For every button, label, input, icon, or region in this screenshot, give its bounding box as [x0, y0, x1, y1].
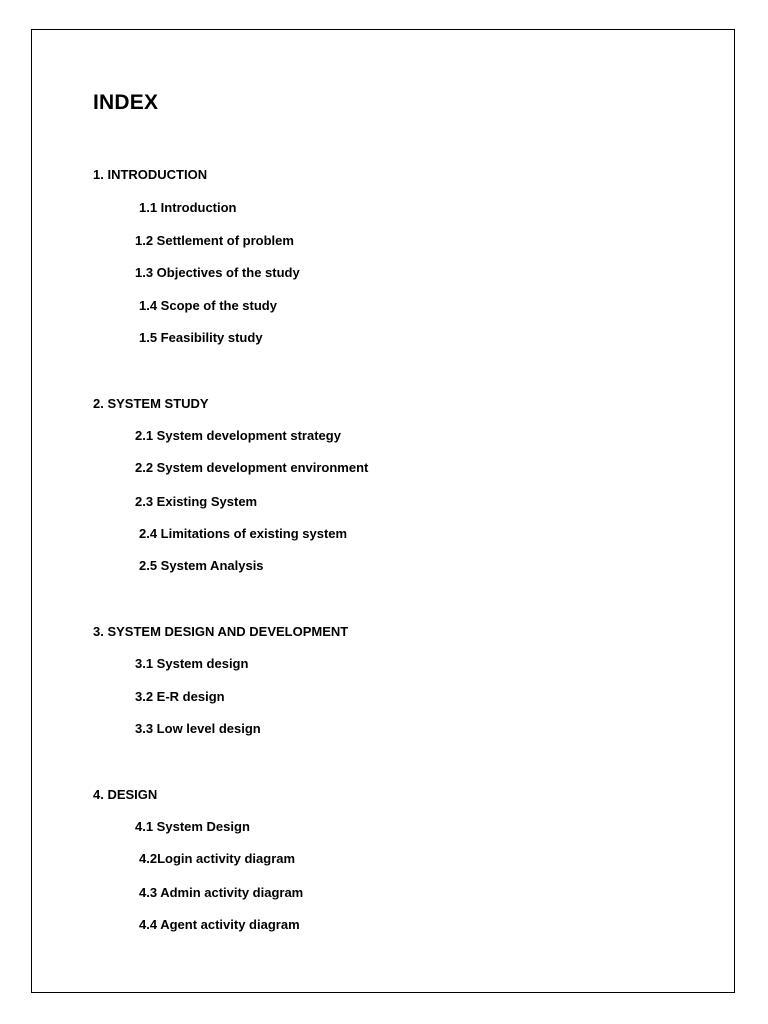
toc-item-2-3: 2.3 Existing System [135, 494, 258, 509]
section-heading-introduction: 1. INTRODUCTION [93, 167, 208, 182]
toc-item-1-4: 1.4 Scope of the study [139, 298, 277, 313]
toc-item-1-1: 1.1 Introduction [139, 200, 237, 215]
page-title: INDEX [93, 91, 159, 114]
toc-item-2-5: 2.5 System Analysis [139, 558, 264, 573]
section-heading-system-design-and-development: 3. SYSTEM DESIGN AND DEVELOPMENT [93, 624, 349, 639]
toc-item-1-2: 1.2 Settlement of problem [135, 233, 294, 248]
section-heading-design: 4. DESIGN [93, 787, 158, 802]
toc-item-4-2: 4.2Login activity diagram [139, 851, 296, 866]
toc-item-4-1: 4.1 System Design [135, 819, 250, 834]
section-heading-system-study: 2. SYSTEM STUDY [93, 396, 209, 411]
toc-item-2-1: 2.1 System development strategy [135, 428, 341, 443]
toc-item-2-2: 2.2 System development environment [135, 460, 369, 475]
toc-item-1-3: 1.3 Objectives of the study [135, 265, 300, 280]
toc-item-3-3: 3.3 Low level design [135, 721, 261, 736]
toc-item-3-1: 3.1 System design [135, 656, 249, 671]
toc-item-2-4: 2.4 Limitations of existing system [139, 526, 348, 541]
toc-item-4-4: 4.4 Agent activity diagram [139, 917, 300, 932]
toc-item-4-3: 4.3 Admin activity diagram [139, 885, 304, 900]
toc-item-1-5: 1.5 Feasibility study [139, 330, 263, 345]
toc-item-3-2: 3.2 E-R design [135, 689, 225, 704]
